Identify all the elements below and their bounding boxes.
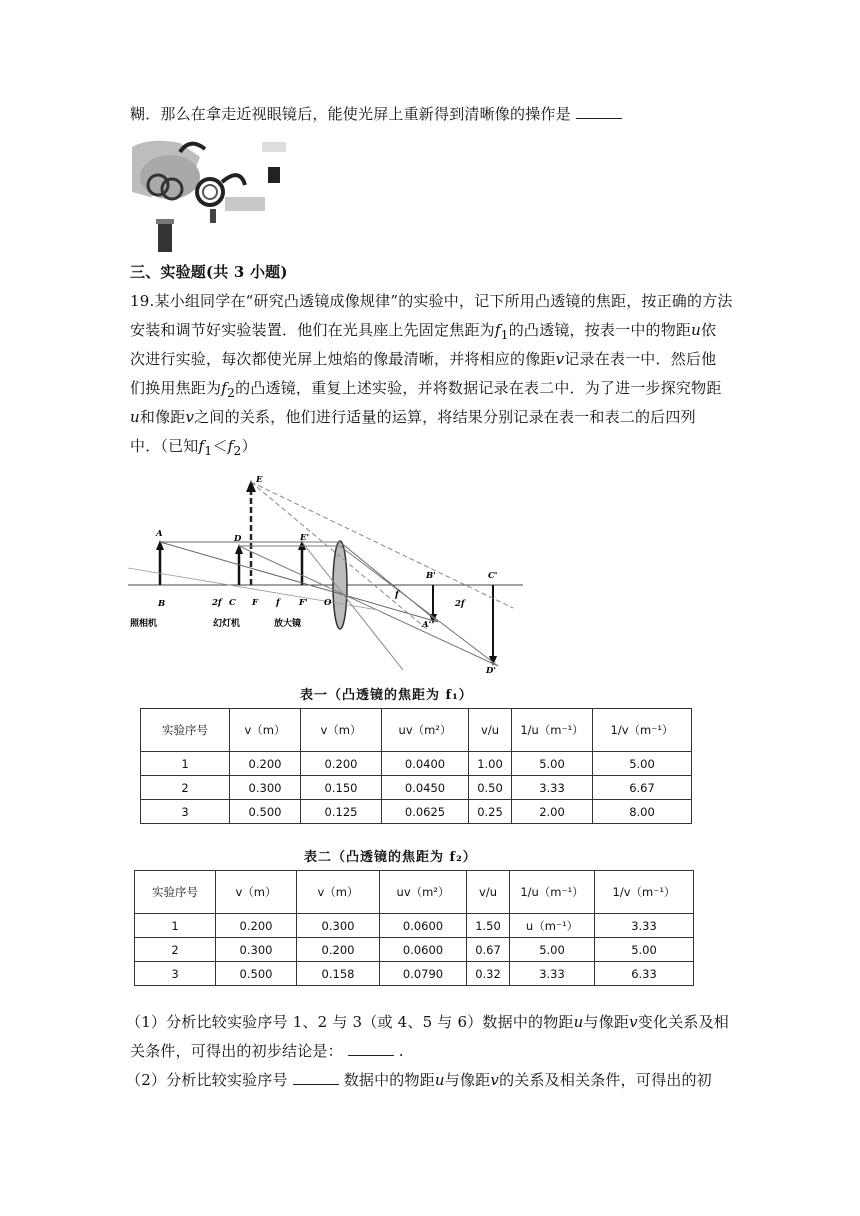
v-symbol: v	[490, 1071, 500, 1089]
label-C: C	[229, 598, 236, 608]
cell: 0.0400	[382, 752, 469, 776]
subscript: 1	[500, 327, 509, 342]
table-row	[135, 962, 694, 986]
q19-line5-text-b: 之间的关系，他们进行适量的运算，将结果分别记录在表一和表二的后四列	[194, 408, 696, 426]
label-D-prime: D'	[486, 666, 496, 676]
table2-header-index: 实验序号	[135, 871, 216, 914]
section-heading: 三、实验题(共 3 小题)	[130, 263, 288, 281]
label-C-prime: C'	[488, 571, 498, 581]
v-symbol: v	[629, 1013, 638, 1031]
label-2f-right: 2f	[455, 599, 465, 609]
q19-line4-text: 们换用焦距为	[130, 379, 222, 397]
cell: 0.300	[297, 914, 380, 938]
subq1-text: （1）分析比较实验序号 1、2 与 3（或 4、5 与 6）数据中的物距	[126, 1013, 574, 1031]
label-A: A	[156, 529, 163, 539]
cell: 0.500	[230, 800, 301, 824]
q19-line2-text-c: 依	[701, 321, 717, 339]
cell: 0.67	[467, 938, 510, 962]
cell: 1	[141, 752, 230, 776]
label-E-prime: E'	[300, 533, 310, 543]
q19-line1: 19.某小组同学在“研究凸透镜成像规律”的实验中，记下所用凸透镜的焦距，按正确的方法	[130, 292, 733, 310]
v-symbol: v	[555, 350, 565, 368]
u-symbol: u	[691, 321, 702, 339]
table-row	[141, 800, 692, 824]
label-camera: 照相机	[130, 619, 158, 629]
subq1-line2	[130, 1037, 740, 1066]
table1-header-uv: uv（m²）	[382, 709, 469, 752]
cell: 2	[135, 938, 216, 962]
subq1-text-c: 变化关系及相	[637, 1013, 729, 1031]
cell: 2.00	[512, 800, 593, 824]
q19-line5-text: 和像距	[139, 408, 186, 426]
cell: 1	[135, 914, 216, 938]
cell: 1.50	[467, 914, 510, 938]
u-symbol: u	[130, 408, 140, 426]
label-F-prime: F'	[299, 598, 308, 608]
answer-blank	[576, 104, 622, 119]
subq2-text-b: 数据中的物距	[343, 1071, 435, 1089]
table1-header-v: v（m）	[301, 709, 382, 752]
q19-line3	[130, 345, 740, 374]
cell: 0.150	[301, 776, 382, 800]
cell: 3.33	[512, 776, 593, 800]
cell: 2	[141, 776, 230, 800]
q18-tail-line	[130, 100, 740, 129]
subq1-period: .	[398, 1042, 404, 1060]
q19-line6	[130, 432, 740, 465]
cell: 0.25	[469, 800, 512, 824]
table2-caption: 表二（凸透镜的焦距为 f₂）	[304, 850, 477, 865]
q19-line2-text: 安装和调节好实验装置．他们在光具座上先固定焦距为	[130, 321, 495, 339]
cell: 0.0625	[382, 800, 469, 824]
table1-header-u: v（m）	[230, 709, 301, 752]
subq2-line1	[126, 1066, 736, 1095]
convex-lens	[333, 541, 347, 629]
table-row	[141, 776, 692, 800]
cell: 8.00	[593, 800, 692, 824]
cell: 3.33	[510, 962, 595, 986]
cell: 5.00	[593, 752, 692, 776]
table1-header-index: 实验序号	[141, 709, 230, 752]
u-symbol: u	[573, 1013, 584, 1031]
cell: 0.300	[230, 776, 301, 800]
label-A-prime: A'	[422, 620, 432, 630]
q19-line3-text-b: 记录在表一中．然后他	[564, 350, 717, 368]
table2-header-v-over-u: v/u	[467, 871, 510, 914]
label-B-prime: B'	[426, 571, 436, 581]
table2-header-uv: uv（m²）	[380, 871, 467, 914]
cell: 0.200	[216, 914, 297, 938]
cell: 0.0450	[382, 776, 469, 800]
cell: 0.0790	[380, 962, 467, 986]
u-symbol: u	[434, 1071, 445, 1089]
answer-blank	[348, 1041, 394, 1056]
cell: 0.158	[297, 962, 380, 986]
label-B: B	[158, 599, 166, 609]
table1-header-inv-v: 1/v（m⁻¹）	[593, 709, 692, 752]
subscript: 1	[204, 443, 213, 458]
cell: 0.50	[469, 776, 512, 800]
answer-blank	[293, 1070, 339, 1085]
subq1-line2-text: 关条件，可得出的初步结论是：	[130, 1042, 343, 1060]
table1	[140, 708, 692, 824]
less-than: ＜	[212, 437, 228, 455]
cell: 0.500	[216, 962, 297, 986]
cell: 3	[141, 800, 230, 824]
subq1-text-b: 与像距	[583, 1013, 630, 1031]
cell: 5.00	[512, 752, 593, 776]
cell: 3.33	[595, 914, 694, 938]
cell: 5.00	[595, 938, 694, 962]
v-symbol: v	[185, 408, 195, 426]
cell: u（m⁻¹）	[510, 914, 595, 938]
q19-line2-text-b: 的凸透镜，按表一中的物距	[508, 321, 692, 339]
subq2-text-c: 与像距	[444, 1071, 491, 1089]
table-row	[141, 752, 692, 776]
table1-header-v-over-u: v/u	[469, 709, 512, 752]
lens-ray-diagram	[128, 470, 523, 680]
subq1-line1	[126, 1008, 736, 1037]
cell: 0.32	[467, 962, 510, 986]
q19-line6-text: 中．（已知	[130, 437, 199, 455]
table2-header-u: v（m）	[216, 871, 297, 914]
label-f-left: f	[276, 598, 280, 608]
table2-header-inv-u: 1/u（m⁻¹）	[510, 871, 595, 914]
subscript: 2	[233, 443, 242, 458]
q19-line6-text-b: ）	[241, 437, 257, 455]
label-O: O	[324, 598, 332, 608]
label-E: E	[256, 475, 263, 485]
label-D: D	[234, 534, 242, 544]
label-projector: 幻灯机	[213, 619, 241, 629]
table1-header-inv-u: 1/u（m⁻¹）	[512, 709, 593, 752]
f-symbol: f	[227, 437, 234, 455]
label-2f: 2f	[212, 598, 222, 608]
label-f-right: f	[395, 590, 399, 600]
cell: 6.67	[593, 776, 692, 800]
q19-line5	[130, 403, 740, 432]
cell: 0.0600	[380, 914, 467, 938]
table2-header-v: v（m）	[297, 871, 380, 914]
cell: 0.200	[297, 938, 380, 962]
table2	[134, 870, 694, 986]
subq2-text-d: 的关系及相关条件，可得出的初	[499, 1071, 712, 1089]
cell: 6.33	[595, 962, 694, 986]
cell: 0.200	[301, 752, 382, 776]
f-symbol: f	[494, 321, 501, 339]
f-symbol: f	[221, 379, 227, 397]
cell: 0.0600	[380, 938, 467, 962]
cell: 5.00	[510, 938, 595, 962]
table-row	[135, 938, 694, 962]
table-row	[135, 914, 694, 938]
eyeglasses-photo	[130, 137, 295, 255]
table2-header-inv-v: 1/v（m⁻¹）	[595, 871, 694, 914]
table1-caption: 表一（凸透镜的焦距为 f₁）	[300, 688, 473, 703]
q18-tail-text: 糊．那么在拿走近视眼镜后，能使光屏上重新得到清晰像的操作是	[130, 105, 571, 123]
f-symbol: f	[198, 437, 205, 455]
cell: 1.00	[469, 752, 512, 776]
label-F: F	[252, 598, 259, 608]
cell: 3	[135, 962, 216, 986]
q19-line3-text: 次进行实验，每次都使光屏上烛焰的像最清晰，并将相应的像距	[130, 350, 556, 368]
subq2-text: （2）分析比较实验序号	[126, 1071, 288, 1089]
cell: 0.200	[230, 752, 301, 776]
q19-line4-text-b: 的凸透镜，重复上述实验，并将数据记录在表二中．为了进一步探究物距	[235, 379, 722, 397]
label-magnifier: 放大镜	[274, 619, 302, 629]
subscript: 2	[226, 385, 236, 400]
cell: 0.300	[216, 938, 297, 962]
cell: 0.125	[301, 800, 382, 824]
